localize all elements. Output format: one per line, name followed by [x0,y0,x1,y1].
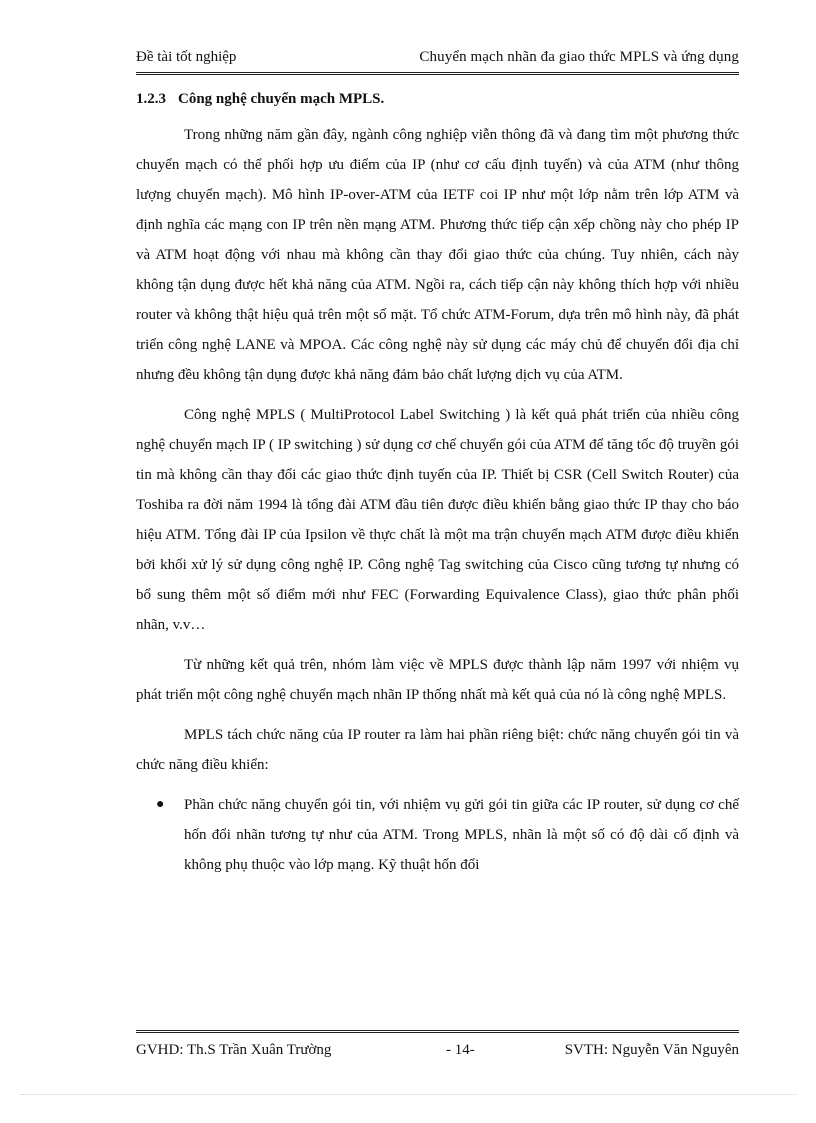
paragraph-2: Công nghệ MPLS ( MultiProtocol Label Switching ) là kết quả phát triển của nhiều công nghệ chuyển mạch IP ( IP switching ) sử dụng cơ chế chuyển gói của ATM để tăng tốc độ truyền gói tin mà không cần thay đổi các giao thức định tuyến của IP. Thiết bị CSR (Cell Switch Router) của Toshiba ra đời năm 1994 là tổng đài ATM đầu tiên được điều khiển bằng giao thức IP thay cho báo hiệu ATM. Tổng đài IP của Ipsilon về thực chất là một ma trận chuyển mạch ATM được điều khiển bởi khối xử lý sử dụng công nghệ IP. Công nghệ Tag switching của Cisco cũng tương tự nhưng có bổ sung thêm một số điểm mới như FEC (Forwarding Equivalence Class), giao thức phân phối nhãn, v.v… [136,407,739,633]
page-number: - 14- [446,1042,475,1058]
section-title: Công nghệ chuyển mạch MPLS. [178,91,385,107]
section-number: 1.2.3 [136,91,166,107]
bullet-dot-icon: ● [156,797,165,812]
header-document-type: Đề tài tốt nghiệp [136,49,237,65]
header-thesis-title: Chuyển mạch nhãn đa giao thức MPLS và ứng dụng [419,49,739,65]
paragraph-4: MPLS tách chức năng của IP router ra làm hai phần riêng biệt: chức năng chuyển gói tin và chức năng điều khiển: [136,727,739,773]
bullet-list [136,790,739,880]
page-body [136,88,739,880]
footer-advisor: GVHD: Th.S Trần Xuân Trường [136,1042,332,1058]
footer-divider [136,1030,739,1033]
list-item [136,790,739,880]
paragraph-1: Trong những năm gần đây, ngành công nghiệp viễn thông đã và đang tìm một phương thức chuyển mạch có thể phối hợp ưu điểm của IP (như cơ cấu định tuyến) và của ATM (như thông lượng chuyển mạch). Mô hình IP-over-ATM của IETF coi IP như một lớp nằm trên lớp ATM và định nghĩa các mạng con IP trên nền mạng ATM. Phương thức tiếp cận xếp chồng này cho phép IP và ATM hoạt động với nhau mà không cần thay đổi giao thức của chúng. Tuy nhiên, cách này không tận dụng được hết khả năng của ATM. Ngồi ra, cách tiếp cận này không thích hợp với nhiều router và không thật hiệu quả trên một số mặt. Tổ chức ATM-Forum, dựa trên mô hình này, đã phát triển công nghệ LANE và MPOA. Các công nghệ này sử dụng các máy chủ để chuyển đổi địa chỉ nhưng đều không tận dụng được khả năng đảm bảo chất lượng dịch vụ của ATM. [136,127,739,383]
page-footer [136,1039,739,1061]
paragraph-3: Từ những kết quả trên, nhóm làm việc về MPLS được thành lập năm 1997 với nhiệm vụ phát triển một công nghệ chuyển mạch nhãn IP thống nhất mà kết quả của nó là công nghệ MPLS. [136,657,739,703]
section-heading [136,88,739,110]
bullet-text: Phần chức năng chuyển gói tin, với nhiệm vụ gửi gói tin giữa các IP router, sử dụng cơ chế hốn đổi nhãn tương tự như của ATM. Trong MPLS, nhãn là một số có độ dài cố định và không phụ thuộc vào lớp mạng. Kỹ thuật hốn đổi [184,797,739,873]
page-header [136,46,739,75]
footer-student: SVTH: Nguyễn Văn Nguyên [564,1042,739,1058]
page-boundary-divider [20,1094,796,1095]
